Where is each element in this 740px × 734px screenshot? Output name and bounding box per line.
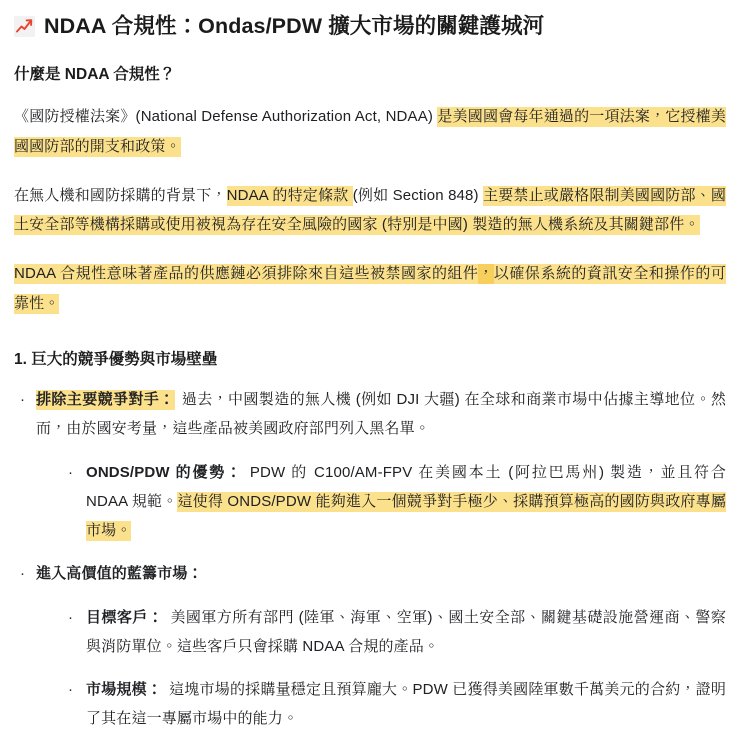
para2-highlight-a: NDAA 的特定條款 <box>226 186 353 204</box>
para3-highlight-marker: ， <box>478 265 494 283</box>
para2-plain-b: (例如 Section 848) <box>352 186 484 204</box>
page-title-text: NDAA 合規性：Ondas/PDW 擴大市場的關鍵護城河 <box>44 14 545 38</box>
bullet-1-children <box>36 458 726 546</box>
bullet-glyph-icon: · <box>68 608 74 626</box>
chart-increasing-icon <box>14 16 35 37</box>
paragraph-ndaa-procurement <box>14 181 726 240</box>
sub-1-1-body-highlight: 這使得 ONDS/PDW 能夠進入一個競爭對手極少、採購預算極高的國防與政府專屬市場。 <box>86 492 726 540</box>
para1-highlight-a: 是美國國會每年通過的一項法案，它授權美國國防部的開支和政策。 <box>14 108 726 155</box>
para3-highlight-a: NDAA 合規性意味著產品的供應鏈必須排除來自這些被禁國家的組件 <box>14 265 479 283</box>
bullet-glyph-icon: · <box>68 463 74 481</box>
intro-heading: 什麼是 NDAA 合規性？ <box>14 66 176 84</box>
bullet-glyph-icon: · <box>20 391 26 409</box>
bullet-2-lead: 進入高價值的藍籌市場： <box>36 565 203 583</box>
bullet-glyph-icon: · <box>20 565 26 583</box>
advantages-list <box>14 385 726 734</box>
paragraph-ndaa-definition <box>14 102 726 161</box>
sublist-bluechip <box>64 603 726 734</box>
sublist-advantage <box>64 458 726 546</box>
para1-plain-a: 《國防授權法案》(National Defense Authorization Act, NDAA) <box>14 108 438 126</box>
bullet-glyph-icon: · <box>68 681 74 699</box>
list-item <box>64 458 726 546</box>
sub-2-2-body-plain: 這塊市場的採購量穩定且預算龐大。PDW 已獲得美國陸軍數千萬美元的合約，證明了其在這一專屬市場中的能力。 <box>86 681 726 728</box>
section-one-heading: 1. 巨大的競爭優勢與市場壁壘 <box>14 350 218 368</box>
sub-2-2-lead: 市場規模： <box>86 681 163 699</box>
list-item <box>64 675 726 734</box>
bullet-2-children <box>36 603 726 734</box>
paragraph-supply-chain <box>14 259 726 318</box>
page-title <box>14 12 726 41</box>
list-item <box>64 603 726 662</box>
bullet-1-body: 過去，中國製造的無人機 (例如 DJI 大疆) 在全球和商業市場中佔據主導地位。然而，由於國安考量，這些產品被美國政府部門列入黑名單。 <box>36 391 726 438</box>
list-item <box>14 385 726 545</box>
sub-1-1-lead: ONDS/PDW 的優勢： <box>86 463 243 481</box>
bullet-1-lead: 排除主要競爭對手： <box>36 391 175 409</box>
list-item <box>14 559 726 733</box>
sub-2-1-body-plain: 美國軍方所有部門 (陸軍、海軍、空軍)、國土安全部、關鍵基礎設施營運商、警察與消防單位。這些客戶只會採購 NDAA 合規的產品。 <box>86 608 726 655</box>
sub-2-1-lead: 目標客戶： <box>86 608 164 626</box>
sub-1-1-body-plain: PDW 的 C100/AM-FPV 在美國本土 (阿拉巴馬州) 製造，並且符合 NDAA 規範。 <box>86 463 726 510</box>
para3-highlight-b: 以確保系統的資訊安全和操作的可靠性。 <box>14 265 726 312</box>
para2-plain-a: 在無人機和國防採購的背景下， <box>14 186 227 204</box>
para2-highlight-b: 主要禁止或嚴格限制美國國防部、國土安全部等機構採購或使用被視為存在安全風險的國家 (特別是中國) 製造的無人機系統及其關鍵部件。 <box>14 186 726 234</box>
